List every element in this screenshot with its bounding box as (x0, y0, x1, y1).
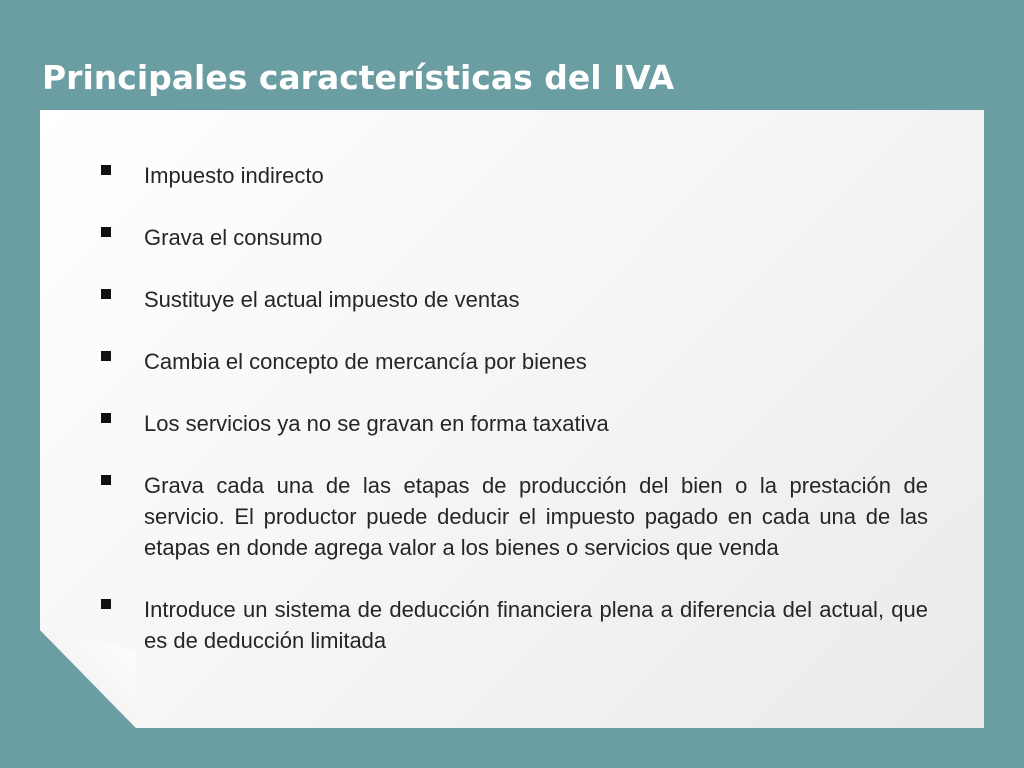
bullet-text: Grava el consumo (144, 225, 323, 250)
bullet-text: Cambia el concepto de mercancía por bienes (144, 349, 587, 374)
bullet-text: Sustituye el actual impuesto de ventas (144, 287, 520, 312)
square-bullet-icon (101, 475, 111, 485)
square-bullet-icon (101, 289, 111, 299)
list-item (100, 160, 928, 191)
bullet-text: Impuesto indirecto (144, 163, 324, 188)
square-bullet-icon (101, 599, 111, 609)
slide-title: Principales características del IVA (42, 58, 675, 97)
list-item (100, 408, 928, 439)
list-item (100, 470, 928, 563)
square-bullet-icon (101, 351, 111, 361)
square-bullet-icon (101, 413, 111, 423)
list-item (100, 222, 928, 253)
bullet-list (100, 160, 928, 687)
list-item (100, 346, 928, 377)
square-bullet-icon (101, 227, 111, 237)
list-item (100, 284, 928, 315)
bullet-text: Introduce un sistema de deducción financiera plena a diferencia del actual, que es de deducción limitada (144, 597, 928, 653)
bullet-text: Los servicios ya no se gravan en forma taxativa (144, 411, 609, 436)
list-item (100, 594, 928, 656)
square-bullet-icon (101, 165, 111, 175)
bullet-text: Grava cada una de las etapas de producción del bien o la prestación de servicio. El productor puede deducir el impuesto pagado en cada una de las etapas en donde agrega valor a los bienes o servicios que venda (144, 473, 928, 560)
